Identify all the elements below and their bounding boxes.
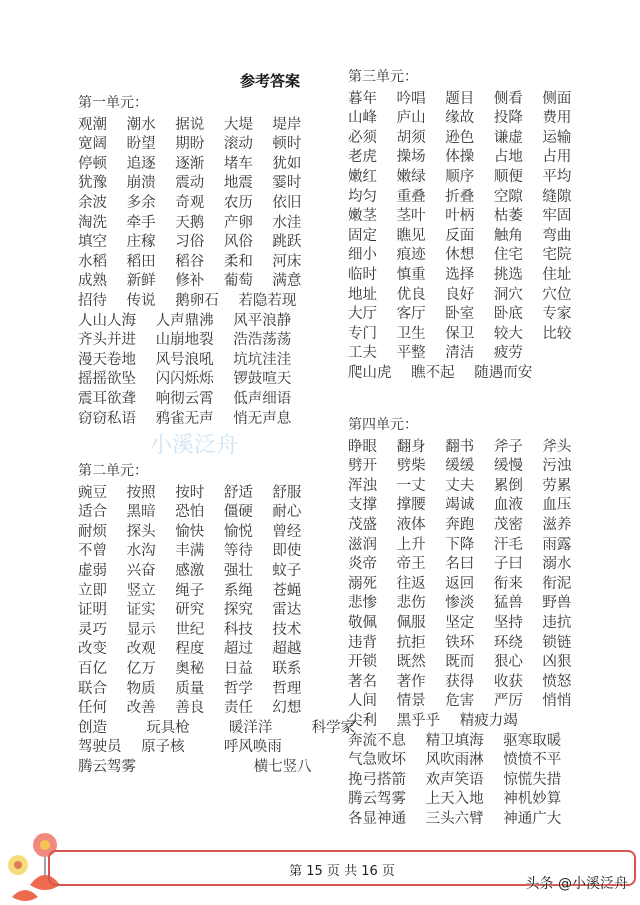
word-row: 联合 物质 质量 哲学 哲理 (78, 680, 302, 697)
word-row: 劈开 劈柴 缓缓 缓慢 污浊 (348, 458, 572, 475)
word-row: 支撑 撑腰 竭诚 血液 血压 (348, 497, 572, 514)
word-row: 成熟 新鲜 修补 葡萄 满意 (78, 273, 302, 290)
word-row: 专门 卫生 保卫 较大 比较 (348, 325, 572, 342)
word-row: 腾云驾雾 上天入地 神机妙算 (348, 791, 562, 808)
word-row: 嫩茎 茎叶 叶柄 枯萎 牢固 (348, 208, 572, 225)
word-row: 茂盛 液体 奔跑 茂密 滋养 (348, 516, 572, 533)
word-row: 人山人海 人声鼎沸 风平浪静 (78, 312, 292, 329)
word-row: 挽弓搭箭 欢声笑语 惊慌失措 (348, 771, 562, 788)
word-row: 敬佩 佩服 坚定 坚持 违抗 (348, 614, 572, 631)
word-row: 工夫 平整 清洁 疲劳 (348, 345, 523, 362)
word-row: 奔流不息 精卫填海 驱寒取暖 (348, 732, 562, 749)
word-row: 均匀 重叠 折叠 空隙 缝隙 (348, 188, 572, 205)
unit-header: 第三单元： (348, 69, 418, 85)
word-row: 停顿 追逐 逐渐 堵车 犹如 (78, 155, 302, 172)
unit-2-section (78, 462, 355, 778)
word-row: 尖利 黑乎乎 精疲力竭 (348, 712, 518, 729)
word-row: 漫天卷地 风号浪吼 坑坑洼洼 (78, 351, 292, 368)
word-row: 适合 黑暗 恐怕 僵硬 耐心 (78, 504, 302, 521)
watermark: 小溪泛舟 (150, 433, 239, 458)
word-row: 临时 慎重 选择 挑选 住址 (348, 266, 572, 283)
word-row: 气急败坏 风吹雨淋 愤愤不平 (348, 752, 562, 769)
word-row: 山峰 庐山 缘故 投降 费用 (348, 110, 572, 127)
word-row: 招待 传说 鹅卵石 若隐若现 (78, 292, 297, 309)
word-row: 虚弱 兴奋 感激 强壮 蚊子 (78, 562, 302, 579)
word-row: 耐烦 探头 愉快 愉悦 曾经 (78, 523, 302, 540)
word-row: 齐头并进 山崩地裂 浩浩荡荡 (78, 332, 292, 349)
word-row: 细小 痕迹 休想 住宅 宅院 (348, 247, 572, 264)
brand-watermark: 头条 @小溪泛舟 (525, 876, 628, 892)
word-row: 宽阔 盼望 期盼 滚动 顿时 (78, 136, 302, 153)
word-row: 违背 抗拒 铁环 环绕 锁链 (348, 634, 572, 651)
word-row: 老虎 操场 体操 占地 占用 (348, 149, 572, 166)
word-row: 摇摇欲坠 闪闪烁烁 锣鼓喧天 (78, 371, 292, 388)
word-row: 腾云驾雾 横七竖八 (78, 758, 312, 775)
unit-1-section (78, 94, 301, 429)
unit-header: 第二单元： (78, 463, 148, 479)
word-row: 炎帝 帝王 名曰 子曰 溺水 (348, 556, 572, 573)
word-row: 证明 证实 研究 探究 雷达 (78, 602, 302, 619)
word-row: 百亿 亿万 奥秘 日益 联系 (78, 660, 302, 677)
word-row: 填空 庄稼 习俗 风俗 跳跃 (78, 234, 302, 251)
word-row: 著名 著作 获得 收获 愤怒 (348, 673, 572, 690)
word-row: 立即 竖立 绳子 系绳 苍蝇 (78, 582, 302, 599)
word-row: 不曾 水沟 丰满 等待 即使 (78, 543, 302, 560)
word-row: 创造 玩具枪 暖洋洋 科学家 (78, 719, 356, 736)
unit-4-section (348, 416, 571, 829)
word-row: 观潮 潮水 据说 大堤 堤岸 (78, 116, 302, 133)
unit-3-section (348, 68, 571, 384)
word-row: 驾驶员 原子核 呼风唤雨 (78, 739, 282, 756)
unit-header: 第四单元： (348, 417, 418, 433)
word-row: 大厅 客厅 卧室 卧底 专家 (348, 306, 572, 323)
word-row: 开锁 既然 既而 狠心 凶狠 (348, 654, 572, 671)
word-row: 溺死 往返 返回 衔来 衔泥 (348, 575, 572, 592)
word-row: 固定 瞧见 反面 触角 弯曲 (348, 227, 572, 244)
word-row: 改变 改观 程度 超过 超越 (78, 641, 302, 658)
word-row: 灵巧 显示 世纪 科技 技术 (78, 621, 302, 638)
word-row: 悲惨 悲伤 惨淡 猛兽 野兽 (348, 595, 572, 612)
word-row: 震耳欲聋 响彻云霄 低声细语 (78, 390, 292, 407)
word-row: 淘洗 牵手 天鹅 产卵 水洼 (78, 214, 302, 231)
word-row: 余波 多余 奇观 农历 依旧 (78, 194, 302, 211)
page-title: 参考答案 (240, 72, 301, 90)
unit-header: 第一单元： (78, 95, 148, 111)
word-row: 嫩红 嫩绿 顺序 顺便 平均 (348, 168, 572, 185)
word-row: 水稻 稻田 稻谷 柔和 河床 (78, 253, 302, 270)
word-row: 浑浊 一丈 丈夫 累倒 劳累 (348, 477, 572, 494)
word-row: 豌豆 按照 按时 舒适 舒服 (78, 484, 302, 501)
word-row: 地址 优良 良好 洞穴 穴位 (348, 286, 572, 303)
word-row: 任何 改善 善良 责任 幻想 (78, 700, 302, 717)
word-row: 各显神通 三头六臂 神通广大 (348, 810, 562, 827)
word-row: 暮年 吟唱 题目 侧看 侧面 (348, 90, 572, 107)
word-row: 窃窃私语 鸦雀无声 悄无声息 (78, 410, 292, 427)
word-row: 滋润 上升 下降 汗毛 雨露 (348, 536, 572, 553)
word-row: 必须 胡须 逊色 谦虚 运输 (348, 129, 572, 146)
word-row: 犹豫 崩溃 震动 地震 霎时 (78, 175, 302, 192)
page-number: 第 15 页 共 16 页 (289, 864, 395, 879)
word-row: 睁眼 翻身 翻书 斧子 斧头 (348, 438, 572, 455)
word-row: 爬山虎 瞧不起 随遇而安 (348, 364, 533, 381)
word-row: 人间 情景 危害 严厉 悄悄 (348, 693, 572, 710)
